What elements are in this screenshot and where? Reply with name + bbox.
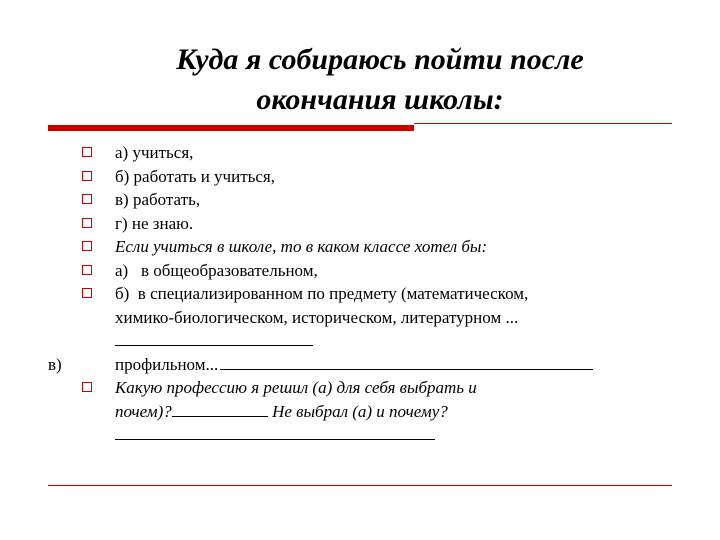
- title-line-1: Куда я собираюсь пойти после: [176, 43, 584, 76]
- list-marker: в): [48, 354, 62, 374]
- list-item: б) в специализированном по предмету (математическом, химико-биологическом, историческом, литературном ...: [82, 282, 682, 329]
- list-item: г) не знаю.: [82, 212, 682, 236]
- list-item: б) работать и учиться,: [82, 165, 682, 189]
- title-underline-red: [48, 125, 414, 131]
- list-item: а) учиться,: [82, 141, 682, 165]
- list-item: а) в общеобразовательном,: [82, 259, 682, 283]
- bullet-list: [48, 141, 682, 447]
- square-bullet-icon: [82, 194, 92, 204]
- square-bullet-icon: [82, 218, 92, 228]
- square-bullet-icon: [82, 147, 92, 157]
- list-item-profile: в) профильном...: [82, 353, 682, 377]
- slide-title: [100, 40, 660, 120]
- square-bullet-icon: [82, 171, 92, 181]
- square-bullet-icon: [82, 288, 92, 298]
- square-bullet-icon: [82, 382, 92, 392]
- bottom-divider: [48, 485, 672, 486]
- title-line-2: окончания школы:: [256, 83, 504, 116]
- square-bullet-icon: [82, 265, 92, 275]
- answer-blank: [115, 331, 313, 346]
- answer-blank: [220, 355, 593, 370]
- square-bullet-icon: [82, 241, 92, 251]
- answer-blank: [172, 402, 268, 417]
- list-item-question: Какую профессию я решил (а) для себя выбрать и почем)? Не выбрал (а) и почему?: [82, 376, 682, 423]
- list-item: в) работать,: [82, 188, 682, 212]
- answer-blank-row: [82, 423, 682, 447]
- title-underline-thin: [414, 123, 672, 124]
- answer-blank: [115, 425, 435, 440]
- list-item-question: Если учиться в школе, то в каком классе хотел бы:: [82, 235, 682, 259]
- answer-blank-row: [82, 329, 682, 353]
